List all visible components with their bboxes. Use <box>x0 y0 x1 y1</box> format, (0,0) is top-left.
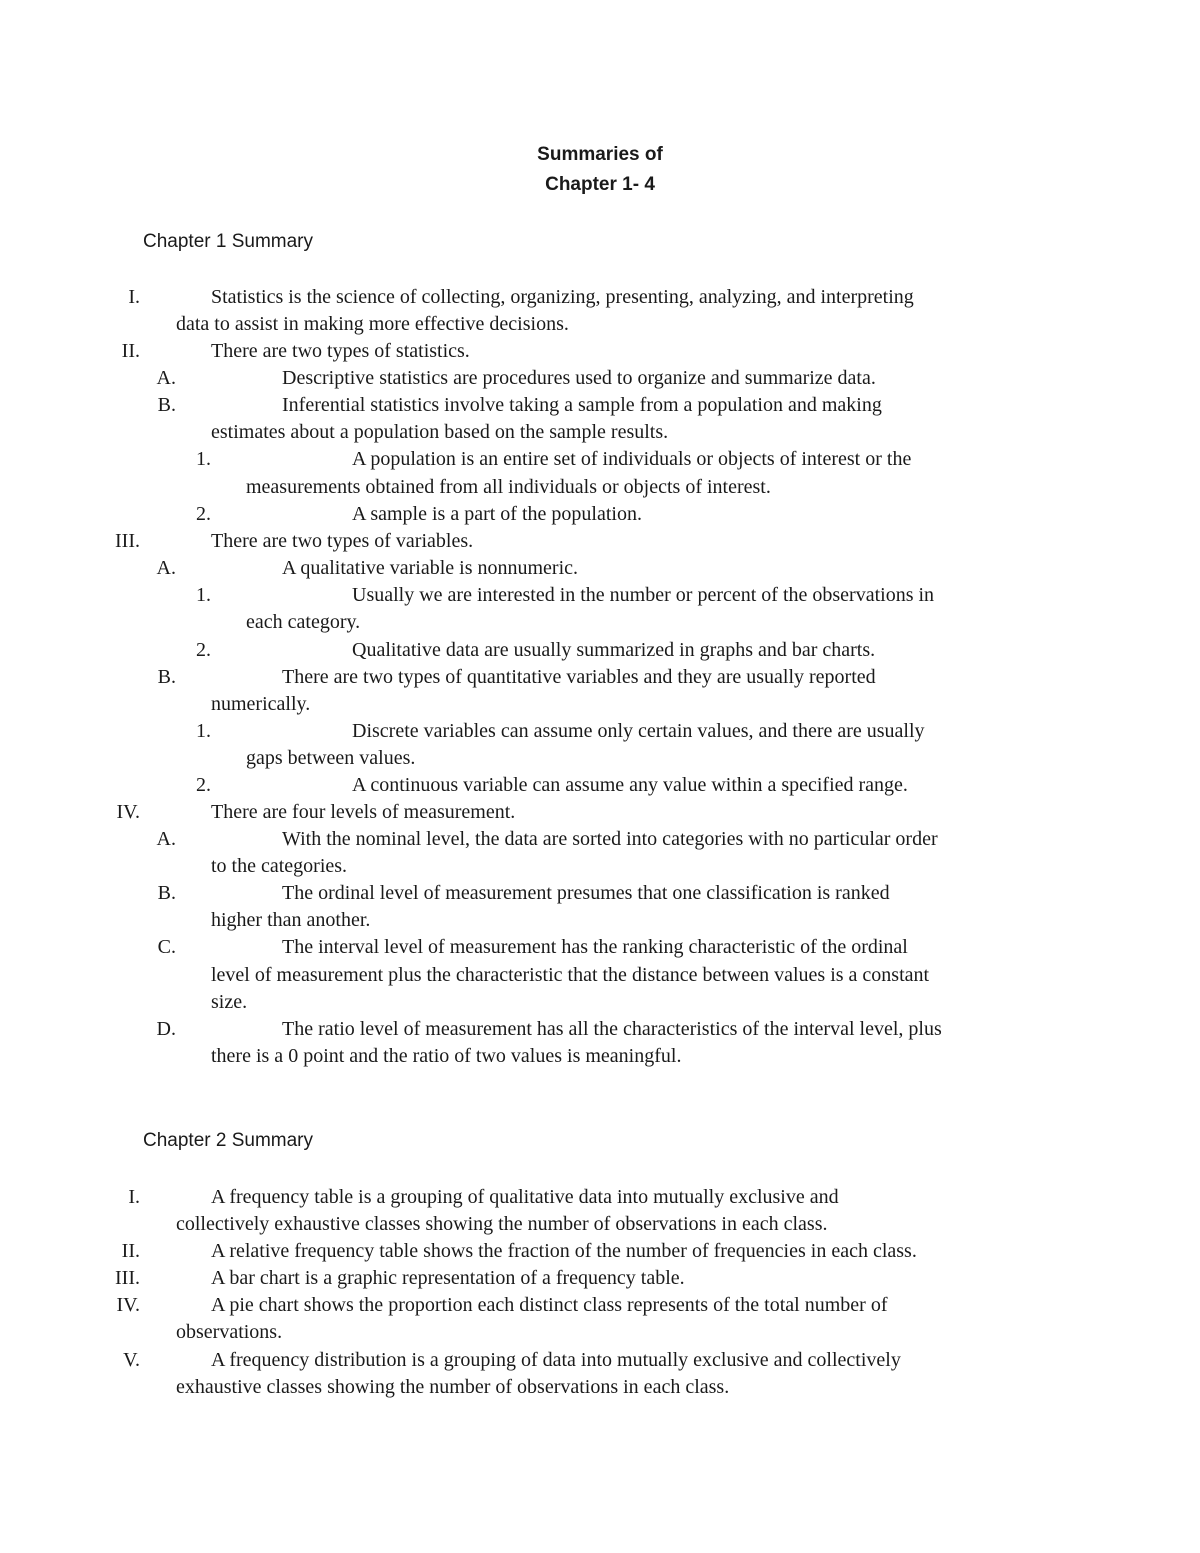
outline-text: A pie chart shows the proportion each distinct class represents of the total number of <box>211 1294 888 1316</box>
outline-text: A relative frequency table shows the fraction of the number of frequencies in each class. <box>211 1240 917 1262</box>
outline-text-continued: to the categories. <box>211 855 348 877</box>
outline-marker: C. <box>157 936 176 958</box>
outline-marker: A. <box>156 367 176 389</box>
outline-marker: 2. <box>196 503 211 525</box>
outline-text: A frequency table is a grouping of qualitative data into mutually exclusive and <box>211 1186 839 1208</box>
outline-marker: IV. <box>116 801 140 823</box>
outline-marker: A. <box>156 828 176 850</box>
outline-text: A bar chart is a graphic representation of a frequency table. <box>211 1267 685 1289</box>
outline-marker: A. <box>156 557 176 579</box>
outline-text: A sample is a part of the population. <box>352 503 642 525</box>
outline-marker: III. <box>115 530 140 552</box>
outline-text: The ordinal level of measurement presumes that one classification is ranked <box>282 882 890 904</box>
outline-text: A continuous variable can assume any value within a specified range. <box>352 774 908 796</box>
outline-marker: 2. <box>196 774 211 796</box>
outline-marker: B. <box>157 882 176 904</box>
outline-marker: D. <box>156 1018 176 1040</box>
outline-text-continued: each category. <box>246 611 361 633</box>
outline-text-continued: data to assist in making more effective decisions. <box>176 313 569 335</box>
outline-text: Descriptive statistics are procedures used to organize and summarize data. <box>282 367 876 389</box>
outline-text-continued: collectively exhaustive classes showing the number of observations in each class. <box>176 1213 828 1235</box>
outline-marker: II. <box>121 1240 140 1262</box>
chapter-1-heading: Chapter 1 Summary <box>143 231 314 252</box>
outline-text-continued: estimates about a population based on the sample results. <box>211 421 669 443</box>
outline-text: Inferential statistics involve taking a sample from a population and making <box>282 394 882 416</box>
outline-marker: II. <box>121 340 140 362</box>
outline-text-continued: numerically. <box>211 693 311 715</box>
outline-text-continued: gaps between values. <box>246 747 416 769</box>
outline-marker: 2. <box>196 639 211 661</box>
document-title-line-1: Summaries of <box>537 144 663 165</box>
outline-text-continued: level of measurement plus the characteristic that the distance between values is a constant <box>211 964 930 986</box>
outline-text: The ratio level of measurement has all the characteristics of the interval level, plus <box>282 1018 942 1040</box>
outline-text: A population is an entire set of individuals or objects of interest or the <box>352 448 912 470</box>
outline-text: There are two types of quantitative variables and they are usually reported <box>282 666 876 688</box>
chapter-2-heading: Chapter 2 Summary <box>143 1130 314 1151</box>
outline-text-continued: higher than another. <box>211 909 371 931</box>
outline-marker: IV. <box>116 1294 140 1316</box>
outline-marker: B. <box>157 394 176 416</box>
outline-marker: V. <box>123 1349 140 1371</box>
outline-text-continued: observations. <box>176 1321 283 1343</box>
outline-text: A qualitative variable is nonnumeric. <box>282 557 579 579</box>
outline-text-continued: there is a 0 point and the ratio of two values is meaningful. <box>211 1045 682 1067</box>
outline-marker: 1. <box>196 720 211 742</box>
outline-text: There are two types of variables. <box>211 530 474 552</box>
outline-text: There are two types of statistics. <box>211 340 470 362</box>
outline-marker: B. <box>157 666 176 688</box>
outline-marker: 1. <box>196 584 211 606</box>
outline-marker: I. <box>128 1186 140 1208</box>
outline-marker: I. <box>128 286 140 308</box>
outline-marker: 1. <box>196 448 211 470</box>
outline-text-continued: exhaustive classes showing the number of observations in each class. <box>176 1376 730 1398</box>
outline-text: Statistics is the science of collecting, organizing, presenting, analyzing, and interpreting <box>211 286 914 308</box>
outline-text: The interval level of measurement has the ranking characteristic of the ordinal <box>282 936 908 958</box>
outline-marker: III. <box>115 1267 140 1289</box>
outline-text-continued: measurements obtained from all individuals or objects of interest. <box>246 476 771 498</box>
outline-text: Usually we are interested in the number or percent of the observations in <box>352 584 935 606</box>
outline-text-continued: size. <box>211 991 248 1013</box>
outline-text: A frequency distribution is a grouping of data into mutually exclusive and collectively <box>211 1349 901 1371</box>
outline-text: Qualitative data are usually summarized in graphs and bar charts. <box>352 639 876 661</box>
document-title-line-2: Chapter 1- 4 <box>545 174 655 195</box>
outline-text: There are four levels of measurement. <box>211 801 516 823</box>
outline-text: With the nominal level, the data are sorted into categories with no particular order <box>282 828 938 850</box>
outline-text: Discrete variables can assume only certain values, and there are usually <box>352 720 925 742</box>
